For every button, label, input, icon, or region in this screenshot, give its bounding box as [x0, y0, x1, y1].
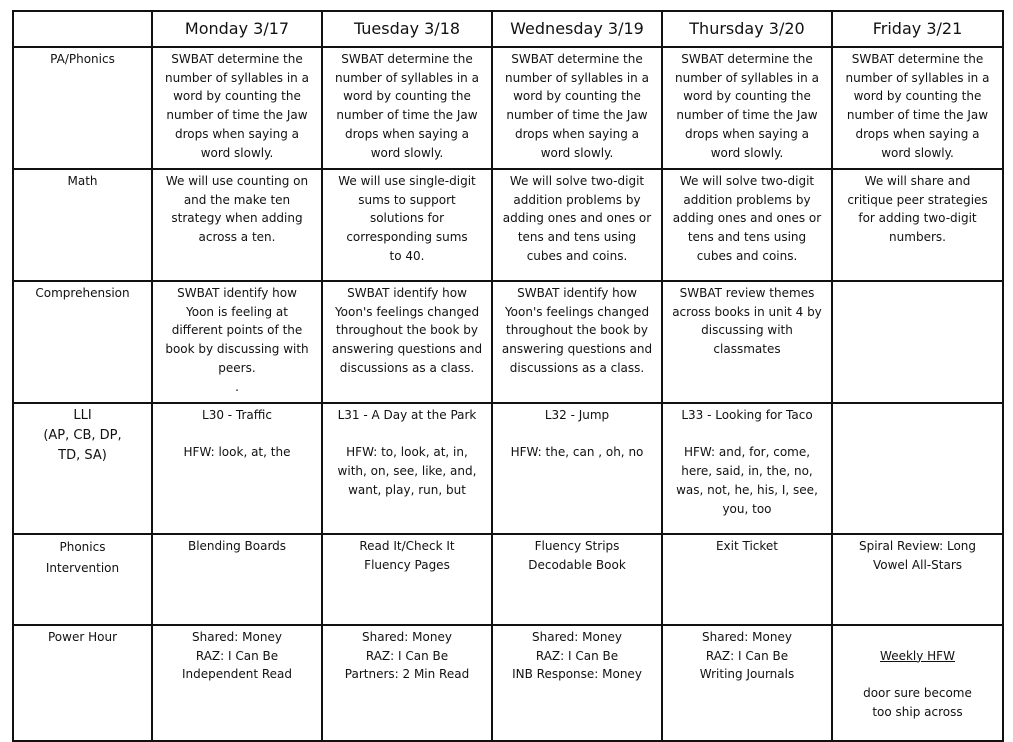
- plan-cell: Exit Ticket: [662, 534, 832, 625]
- plan-cell: SWBAT identify how Yoon is feeling at different points of the book by discussing with peers. .: [152, 281, 322, 403]
- plan-cell: L32 - Jump HFW: the, can , oh, no: [492, 403, 662, 534]
- plan-cell: We will solve two-digit addition problems by adding ones and ones or tens and tens using cubes and coins.: [662, 169, 832, 281]
- plan-cell: [832, 281, 1003, 403]
- subject-label: Phonics Intervention: [13, 534, 152, 625]
- subject-label: LLI (AP, CB, DP, TD, SA): [13, 403, 152, 534]
- plan-cell: SWBAT identify how Yoon's feelings changed throughout the book by answering questions and discussions as a class.: [322, 281, 492, 403]
- subject-label: Power Hour: [13, 625, 152, 741]
- plan-cell: Shared: Money RAZ: I Can Be Independent Read: [152, 625, 322, 741]
- plan-cell: SWBAT determine the number of syllables in a word by counting the number of time the Jaw drops when saying a word slowly.: [492, 47, 662, 169]
- plan-cell: L31 - A Day at the Park HFW: to, look, at, in, with, on, see, like, and, want, play, run, but: [322, 403, 492, 534]
- plan-cell: SWBAT determine the number of syllables in a word by counting the number of time the Jaw drops when saying a word slowly.: [322, 47, 492, 169]
- plan-cell: SWBAT determine the number of syllables in a word by counting the number of time the Jaw drops when saying a word slowly.: [832, 47, 1003, 169]
- plan-cell: SWBAT determine the number of syllables in a word by counting the number of time the Jaw drops when saying a word slowly.: [152, 47, 322, 169]
- plan-cell: Fluency Strips Decodable Book: [492, 534, 662, 625]
- plan-cell: SWBAT identify how Yoon's feelings changed throughout the book by answering questions and discussions as a class.: [492, 281, 662, 403]
- lesson-plan-table: [12, 10, 1004, 742]
- day-header: Thursday 3/20: [662, 11, 832, 47]
- subject-label: Comprehension: [13, 281, 152, 403]
- plan-cell: L33 - Looking for Taco HFW: and, for, come, here, said, in, the, no, was, not, he, his, I, see, you, too: [662, 403, 832, 534]
- plan-cell: We will solve two-digit addition problems by adding ones and ones or tens and tens using cubes and coins.: [492, 169, 662, 281]
- corner-cell: [13, 11, 152, 47]
- plan-cell: We will use single-digit sums to support solutions for corresponding sums to 40.: [322, 169, 492, 281]
- pa-phonics-row: [13, 47, 1003, 169]
- plan-cell: Blending Boards: [152, 534, 322, 625]
- subject-label: PA/Phonics: [13, 47, 152, 169]
- plan-cell: We will use counting on and the make ten strategy when adding across a ten.: [152, 169, 322, 281]
- lli-row: [13, 403, 1003, 534]
- plan-cell: Spiral Review: Long Vowel All-Stars: [832, 534, 1003, 625]
- weekly-hfw-heading: Weekly HFW: [880, 648, 955, 663]
- day-header: Wednesday 3/19: [492, 11, 662, 47]
- plan-cell: Shared: Money RAZ: I Can Be INB Response: Money: [492, 625, 662, 741]
- plan-cell-friday: [832, 625, 1003, 741]
- comprehension-row: [13, 281, 1003, 403]
- math-row: [13, 169, 1003, 281]
- plan-cell: Read It/Check It Fluency Pages: [322, 534, 492, 625]
- plan-cell: L30 - Traffic HFW: look, at, the: [152, 403, 322, 534]
- day-header: Tuesday 3/18: [322, 11, 492, 47]
- day-header: Friday 3/21: [832, 11, 1003, 47]
- plan-cell: We will share and critique peer strategies for adding two-digit numbers.: [832, 169, 1003, 281]
- plan-cell: SWBAT review themes across books in unit 4 by discussing with classmates: [662, 281, 832, 403]
- plan-cell: SWBAT determine the number of syllables in a word by counting the number of time the Jaw drops when saying a word slowly.: [662, 47, 832, 169]
- plan-cell: [832, 403, 1003, 534]
- plan-cell: Shared: Money RAZ: I Can Be Partners: 2 Min Read: [322, 625, 492, 741]
- day-header: Monday 3/17: [152, 11, 322, 47]
- power-hour-row: [13, 625, 1003, 741]
- phonics-intervention-row: [13, 534, 1003, 625]
- plan-cell: Shared: Money RAZ: I Can Be Writing Journals: [662, 625, 832, 741]
- subject-label: Math: [13, 169, 152, 281]
- header-row: [13, 11, 1003, 47]
- weekly-hfw-words: door sure become too ship across: [863, 686, 972, 719]
